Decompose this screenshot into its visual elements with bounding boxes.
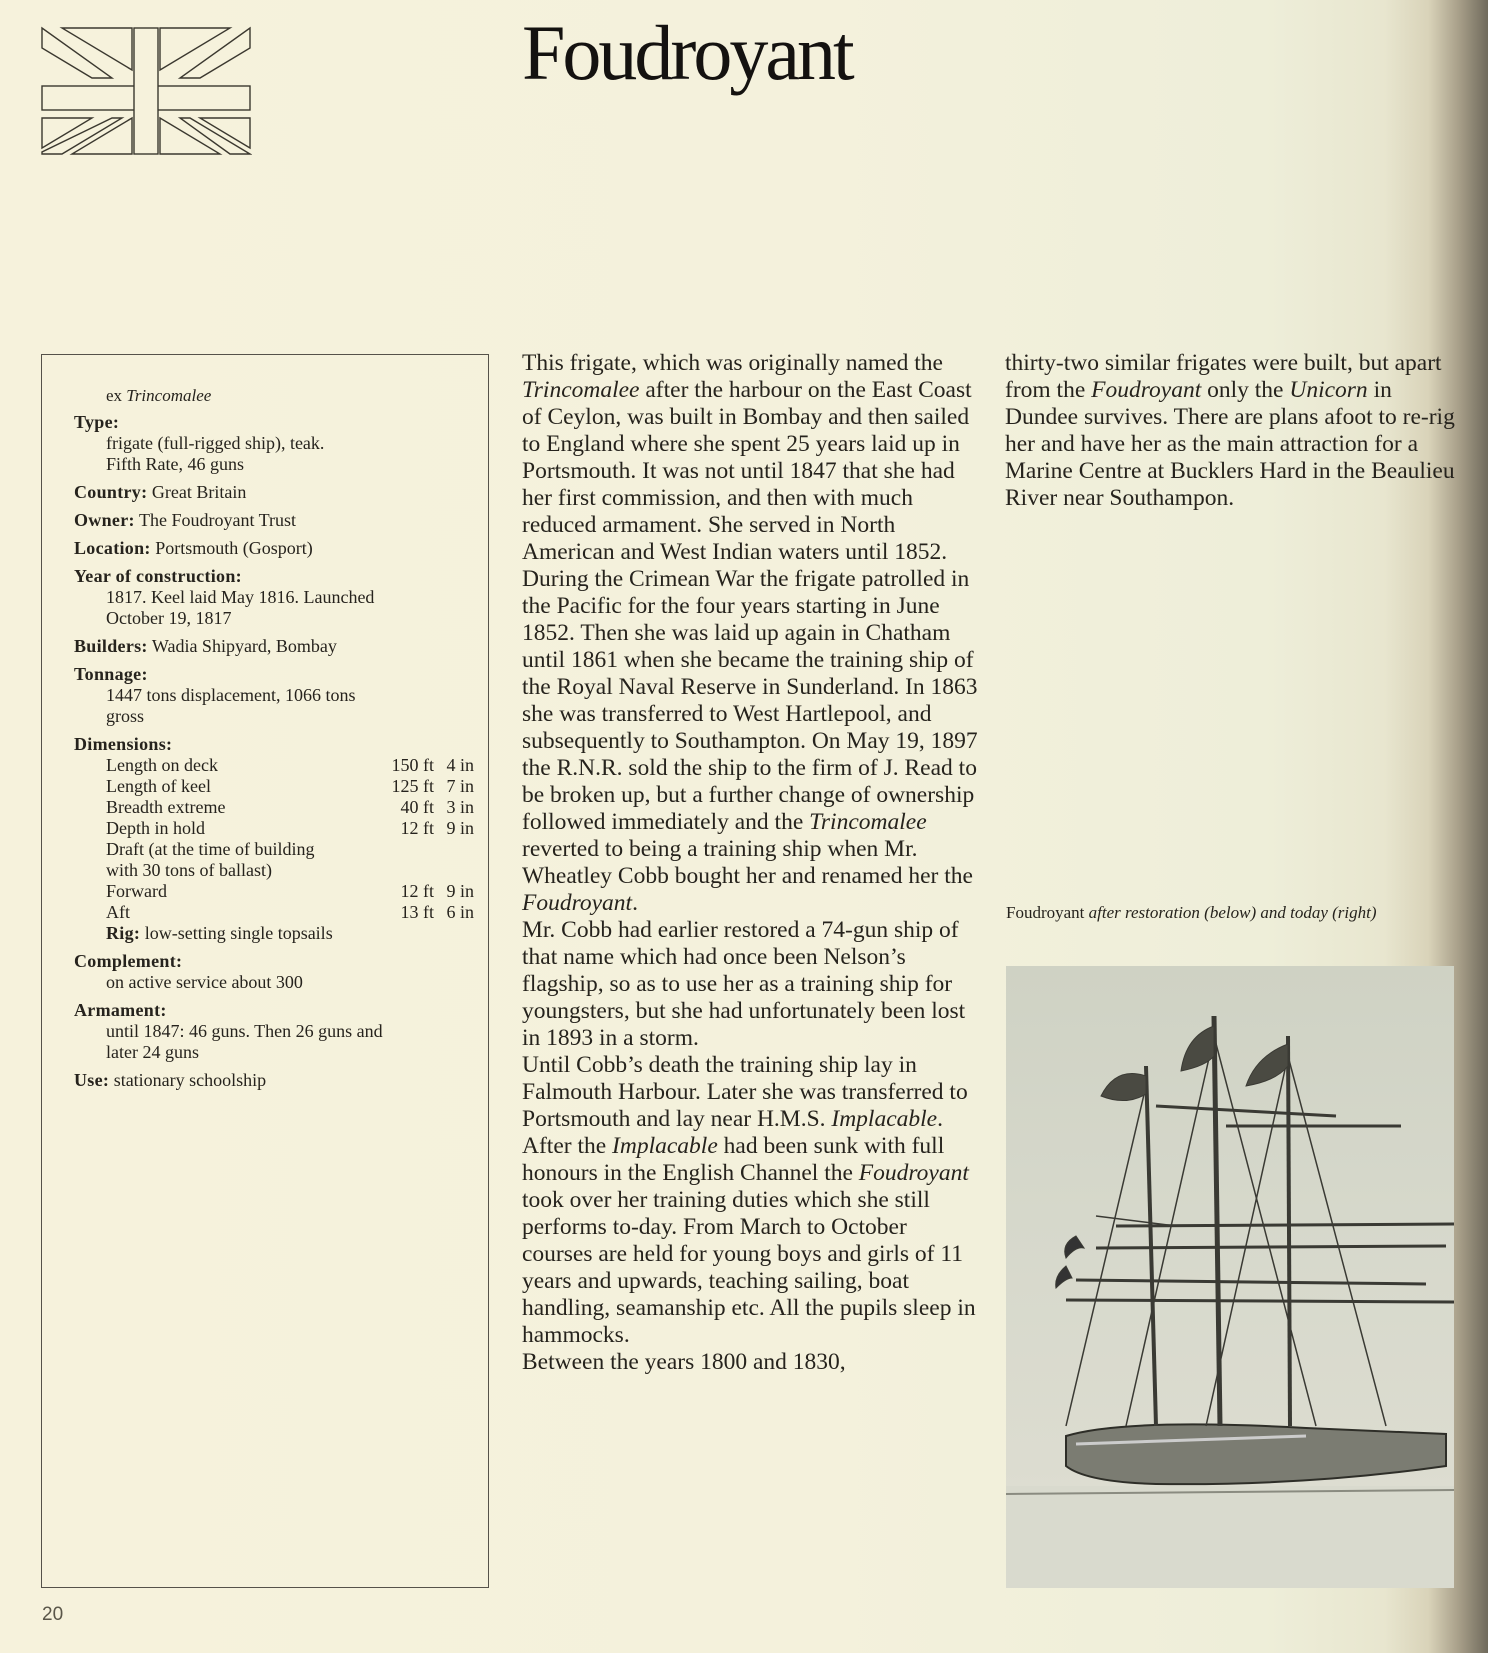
- draft-row: Aft 13 ft 6 in: [106, 902, 474, 922]
- type-section: Type: frigate (full-rigged ship), teak. Fifth Rate, 46 guns: [74, 412, 325, 474]
- dimensions-section: Dimensions: Length on deck 150 ft 4 in Length of keel 125 ft 7 in Breadth extreme 40 ft 3 in Depth in hold 12 ft 9 in Draft (at the time of building with 30 tons of ballast) Forward 12 ft 9 in Aft 13 ft 6 in Rig: low-setting single topsails: [74, 734, 474, 943]
- page-number: 20: [42, 1604, 64, 1625]
- owner-section: Owner: The Foudroyant Trust: [74, 510, 297, 530]
- draft-row: Forward 12 ft 9 in: [106, 881, 474, 901]
- paragraph: This frigate, which was originally named the Trincomalee after the harbour on the East Coast of Ceylon, was built in Bombay and then sailed to England where she spent 25 years laid up in Portsmouth. It was not until 1847 that she had her first commission, and then with much reduced armament. She served in North American and West Indian waters until 1852. During the Crimean War the frigate patrolled in the Pacific for the four years starting in June 1852. Then she was laid up again in Chatham until 1861 when she became the training ship of the Royal Naval Reserve in Sunderland. In 1863 she was transferred to West Hartlepool, and subsequently to Southampton. On May 19, 1897 the R.N.R. sold the ship to the firm of J. Read to be broken up, but a further change of ownership followed immediately and the Trincomalee reverted to being a training ship when Mr. Wheatley Cobb bought her and renamed her the Foudroyant.: [522, 350, 978, 916]
- body-text-column-2: [1005, 350, 1465, 512]
- paragraph: Until Cobb’s death the training ship lay in Falmouth Harbour. Later she was transferred to Portsmouth and lay near H.M.S. Implacable. After the Implacable had been sunk with full honours in the English Channel the Foudroyant took over her training duties which she still performs to-day. From March to October courses are held for young boys and girls of 11 years and upwards, teaching sailing, boat handling, seamanship etc. All the pupils sleep in hammocks.: [522, 1052, 976, 1348]
- tonnage-section: Tonnage: 1447 tons displacement, 1066 tons gross: [74, 664, 356, 726]
- armament-section: Armament: until 1847: 46 guns. Then 26 guns and later 24 guns: [74, 1000, 383, 1062]
- ship-illustration: [1006, 966, 1454, 1588]
- builders-section: Builders: Wadia Shipyard, Bombay: [74, 636, 337, 656]
- paragraph: thirty-two similar frigates were built, but apart from the Foudroyant only the Unicorn in Dundee survives. There are plans afoot to re-rig her and have her as the main attraction for a Marine Centre at Bucklers Hard in the Beaulieu River near Southampon.: [1005, 350, 1455, 511]
- page-title: Foudroyant: [522, 9, 852, 96]
- union-jack-flag-icon: [40, 22, 252, 160]
- rig-line: Rig: low-setting single topsails: [106, 923, 333, 943]
- ship-data-box: [41, 354, 489, 1588]
- year-section: Year of construction: 1817. Keel laid May 1816. Launched October 19, 1817: [74, 566, 375, 628]
- dimension-row: Breadth extreme 40 ft 3 in: [106, 797, 474, 817]
- paragraph: Between the years 1800 and 1830,: [522, 1349, 846, 1375]
- body-text-column-1: [522, 350, 982, 1376]
- paragraph: Mr. Cobb had earlier restored a 74-gun ship of that name which had once been Nelson’s flagship, so as to use her as a training ship for youngsters, but she had unfortunately been lost in 1893 in a storm.: [522, 917, 966, 1051]
- complement-section: Complement: on active service about 300: [74, 951, 303, 992]
- location-section: Location: Portsmouth (Gosport): [74, 538, 313, 558]
- photo-caption: Foudroyant after restoration (below) and today (right): [1006, 903, 1377, 922]
- dimension-row: Length of keel 125 ft 7 in: [106, 776, 474, 796]
- ship-illustration-icon: [1006, 966, 1454, 1588]
- country-section: Country: Great Britain: [74, 482, 247, 502]
- former-name: ex Trincomalee: [106, 386, 212, 405]
- dimension-row: Depth in hold 12 ft 9 in: [106, 818, 474, 838]
- use-section: Use: stationary schoolship: [74, 1070, 267, 1090]
- dimension-row: Length on deck 150 ft 4 in: [106, 755, 474, 775]
